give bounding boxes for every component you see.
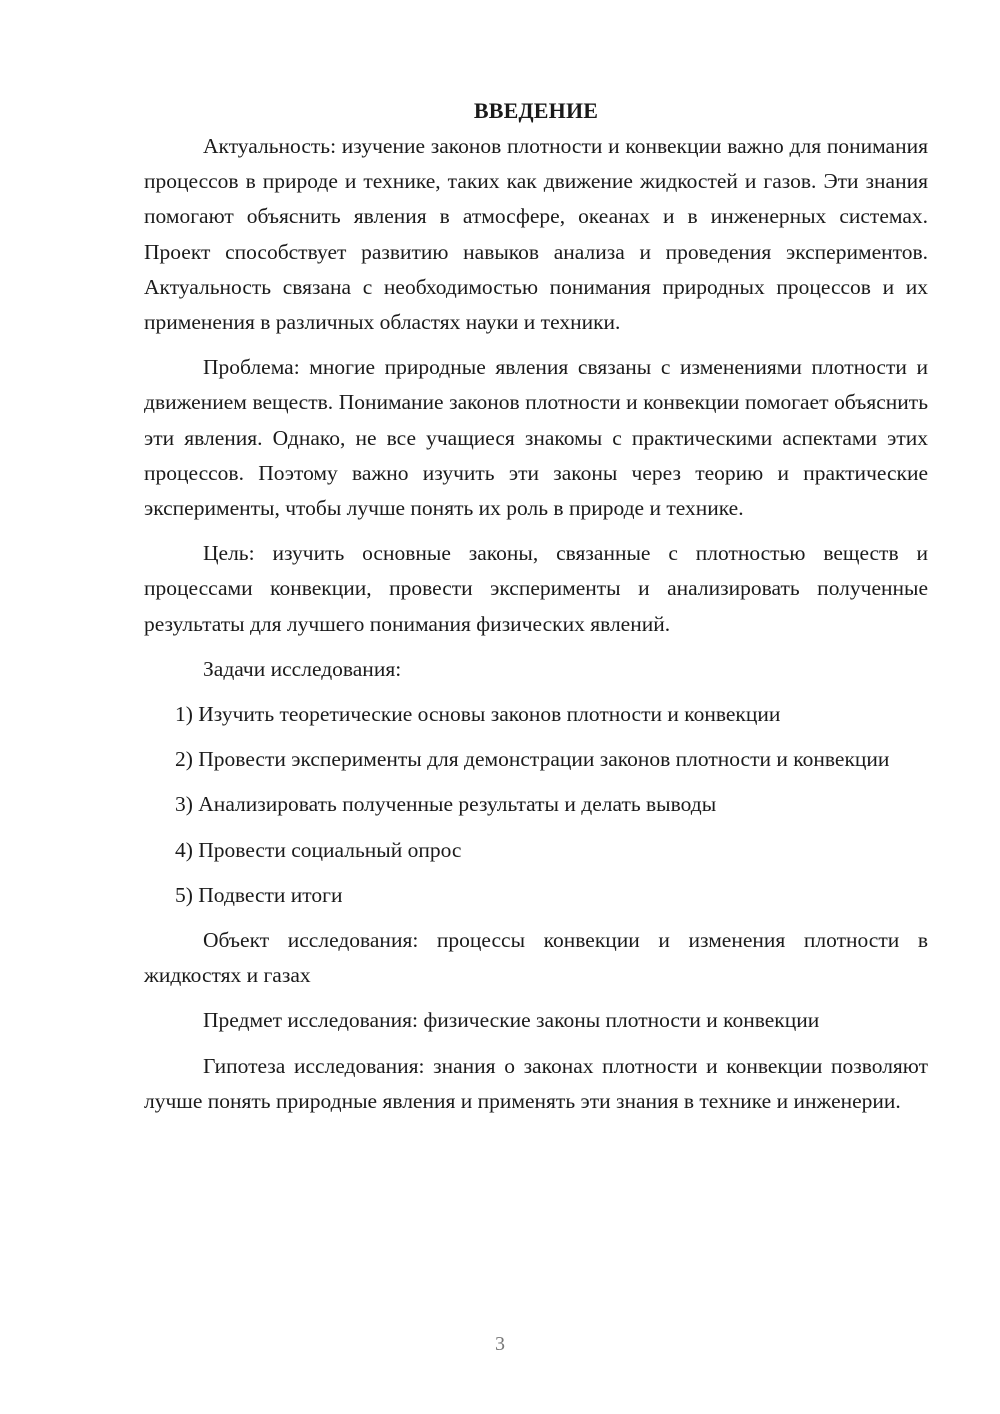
task-item: 5) Подвести итоги: [175, 882, 343, 907]
subject-paragraph: Предмет исследования: физические законы плотности и конвекции: [203, 1008, 820, 1033]
object-paragraph: Объект исследования: процессы конвекции и изменения плотности в жидкостях и газах: [144, 928, 928, 988]
goal-paragraph: Цель: изучить основные законы, связанные с плотностью веществ и процессами конвекции, провести эксперименты и анализировать полученные результаты для лучшего понимания физических явлений.: [144, 541, 928, 636]
hypothesis-paragraph: Гипотеза исследования: знания о законах плотности и конвекции позволяют лучше понять природные явления и применять эти знания в технике и инженерии.: [144, 1053, 928, 1113]
task-item: 1) Изучить теоретические основы законов плотности и конвекции: [175, 702, 781, 727]
section-title: ВВЕДЕНИЕ: [473, 98, 599, 123]
problem-paragraph: Проблема: многие природные явления связаны с изменениями плотности и движением веществ. Понимание законов плотности и конвекции помогает объяснить эти явления. Однако, не все учащиеся знакомы с практическими аспектами этих процессов. Поэтому важно изучить эти законы через теорию и практические эксперименты, чтобы лучше понять их роль в природе и технике.: [144, 355, 928, 521]
tasks-heading: Задачи исследования:: [203, 656, 402, 681]
relevance-paragraph: Актуальность: изучение законов плотности и конвекции важно для понимания процессов в природе и технике, таких как движение жидкостей и газов. Эти знания помогают объяснить явления в атмосфере, океанах и в инженерных системах. Проект способствует развитию навыков анализа и проведения экспериментов. Актуальность связана с необходимостью понимания природных процессов и их применения в различных областях науки и техники.: [144, 134, 928, 335]
task-item: 4) Провести социальный опрос: [175, 837, 462, 862]
page-number: 3: [495, 1333, 505, 1355]
task-item: 3) Анализировать полученные результаты и делать выводы: [175, 792, 717, 817]
task-item: 2) Провести эксперименты для демонстрации законов плотности и конвекции: [175, 747, 890, 772]
document-page: [144, 96, 928, 1129]
